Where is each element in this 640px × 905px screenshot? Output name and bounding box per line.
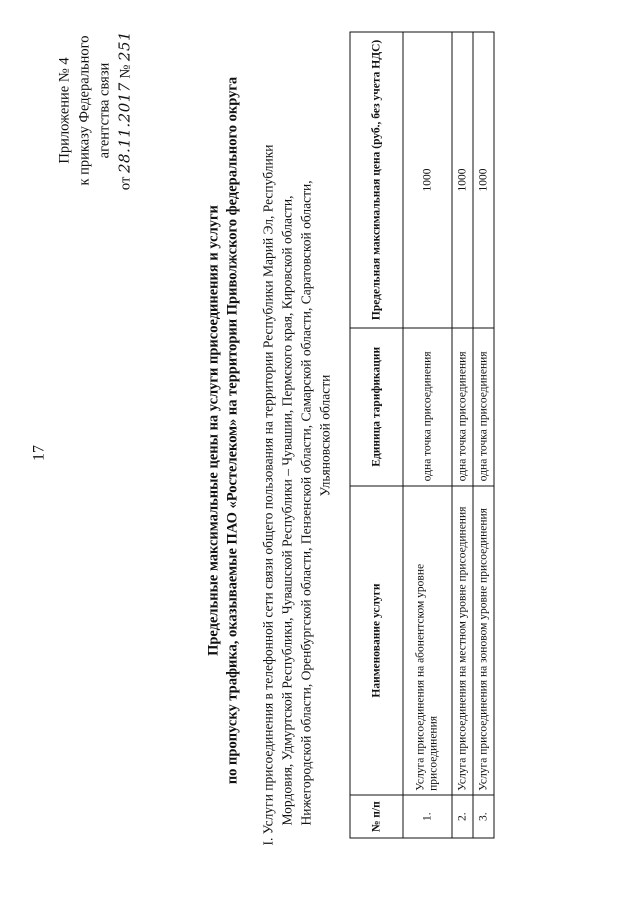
document-title (204, 65, 242, 795)
header-unit: Единица тарификации (350, 327, 403, 485)
row-price: 1000 (473, 32, 494, 328)
row-service-name: Услуга присоединения на местном уровне присоединения (452, 485, 473, 795)
row-unit: одна точка присоединения (452, 327, 473, 485)
row-price: 1000 (452, 32, 473, 328)
row-unit: одна точка присоединения (403, 327, 452, 485)
table-row (403, 32, 452, 838)
row-num: 2. (452, 795, 473, 838)
title-line-2: по пропуску трафика, оказываемые ПАО «Ростелеком» на территории Приволжского федерального округа (224, 76, 240, 784)
row-price: 1000 (403, 32, 452, 328)
title-line-1: Предельные максимальные цены на услуги присоединения и услуги (205, 204, 221, 656)
section-line-2: Мордовия, Удмуртской Республики, Чувашской Республики – Чувашии, Пермского края, Кировской области, (279, 195, 294, 825)
appendix-date-line (114, 20, 135, 200)
section-heading (258, 25, 334, 845)
header-service-name: Наименование услуги (350, 485, 403, 795)
section-line-1: I. Услуги присоединения в телефонной сети связи общего пользования на территории Республики Марий Эл, Республики (260, 144, 275, 845)
section-line-3: Нижегородской области, Оренбургской области, Пензенской области, Самарской области, Саратовской области, (298, 179, 313, 825)
page-number: 17 (30, 444, 47, 461)
appendix-agency: агентства связи (96, 62, 112, 158)
appendix-order-ref: к приказу Федерального (76, 34, 92, 186)
table-header-row (350, 32, 403, 838)
section-line-4: Ульяновской области (317, 374, 332, 496)
row-unit: одна точка присоединения (473, 327, 494, 485)
table-row (452, 32, 473, 838)
appendix-block (54, 20, 135, 200)
tariff-table (349, 31, 494, 838)
row-service-name: Услуга присоединения на абонентском уровне присоединения (403, 485, 452, 795)
number-prefix: № (117, 64, 133, 79)
handwritten-number: 251 (115, 30, 133, 61)
handwritten-date: 28.11.2017 (115, 81, 133, 173)
table-row (473, 32, 494, 838)
header-price: Предельная максимальная цена (руб., без учета НДС) (350, 32, 403, 328)
header-num: № п/п (350, 795, 403, 838)
row-num: 3. (473, 795, 494, 838)
row-num: 1. (403, 795, 452, 838)
row-service-name: Услуга присоединения на зоновом уровне присоединения (473, 485, 494, 795)
date-prefix: от (117, 176, 133, 190)
appendix-title: Приложение № 4 (56, 56, 72, 164)
